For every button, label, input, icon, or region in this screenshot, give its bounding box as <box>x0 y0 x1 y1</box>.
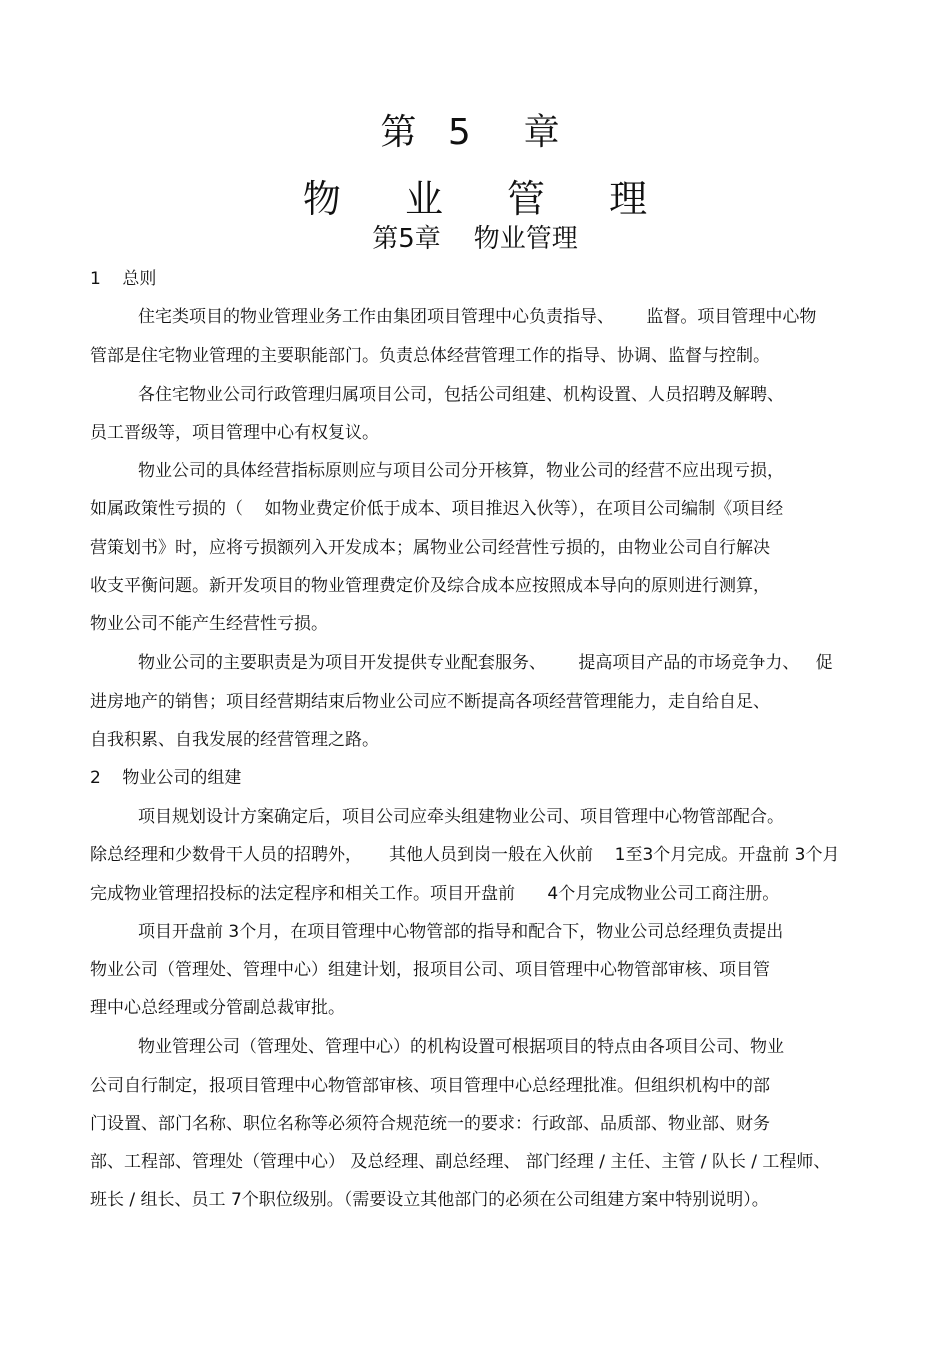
chapter-label: 第 5 章 <box>380 112 570 153</box>
paragraph-line: 管部是住宅物业管理的主要职能部门。负责总体经营管理工作的指导、协调、监督与控制。 <box>90 346 770 366</box>
paragraph-line: 物业公司的主要职责是为项目开发提供专业配套服务、 提高项目产品的市场竞争力、 促 <box>138 653 833 673</box>
paragraph-line: 物业公司不能产生经营性亏损。 <box>90 614 328 634</box>
paragraph-line: 物业公司的具体经营指标原则应与项目公司分开核算，物业公司的经营不应出现亏损， <box>138 461 784 481</box>
paragraph-line: 如属政策性亏损的（ 如物业费定价低于成本、项目推迟入伙等），在项目公司编制《项目经 <box>90 499 784 519</box>
paragraph-line: 理中心总经理或分管副总裁审批。 <box>90 998 345 1018</box>
paragraph-line: 完成物业管理招投标的法定程序和相关工作。项目开盘前 4个月完成物业公司工商注册。 <box>90 884 780 904</box>
section-heading-company-setup: 2 物业公司的组建 <box>90 768 242 788</box>
paragraph-line: 物业管理公司（管理处、管理中心）的机构设置可根据项目的特点由各项目公司、物业 <box>138 1037 784 1057</box>
paragraph-line: 物业公司（管理处、管理中心）组建计划，报项目公司、项目管理中心物管部审核、项目管 <box>90 960 770 980</box>
paragraph-line: 公司自行制定，报项目管理中心物管部审核、项目管理中心总经理批准。但组织机构中的部 <box>90 1076 770 1096</box>
paragraph-line: 除总经理和少数骨干人员的招聘外， 其他人员到岗一般在入伙前 1至3个月完成。开盘前 3个月 <box>90 845 840 865</box>
paragraph-line: 住宅类项目的物业管理业务工作由集团项目管理中心负责指导、 监督。项目管理中心物 <box>138 307 817 327</box>
paragraph-line: 项目开盘前 3个月，在项目管理中心物管部的指导和配合下，物业公司总经理负责提出 <box>138 922 784 942</box>
paragraph-line: 门设置、部门名称、职位名称等必须符合规范统一的要求：行政部、品质部、物业部、财务 <box>90 1114 770 1134</box>
paragraph-line: 自我积累、自我发展的经营管理之路。 <box>90 730 379 750</box>
paragraph-line: 进房地产的销售；项目经营期结束后物业公司应不断提高各项经营管理能力，走自给自足、 <box>90 692 770 712</box>
paragraph-line: 部、工程部、管理处（管理中心） 及总经理、副总经理、 部门经理 / 主任、主管 / 队长 / 工程师、 <box>90 1152 831 1172</box>
paragraph-line: 收支平衡问题。新开发项目的物业管理费定价及综合成本应按照成本导向的原则进行测算， <box>90 576 770 596</box>
section-heading-general: 1 总则 <box>90 269 157 289</box>
chapter-title: 物 业 管 理 <box>302 177 674 221</box>
chapter-heading: 第5章 物业管理 <box>372 224 578 254</box>
paragraph-line: 项目规划设计方案确定后，项目公司应牵头组建物业公司、项目管理中心物管部配合。 <box>138 807 784 827</box>
paragraph-line: 班长 / 组长、员工 7个职位级别。（需要设立其他部门的必须在公司组建方案中特别说明）。 <box>90 1190 769 1210</box>
paragraph-line: 各住宅物业公司行政管理归属项目公司，包括公司组建、机构设置、人员招聘及解聘、 <box>138 385 784 405</box>
paragraph-line: 营策划书》时，应将亏损额列入开发成本；属物业公司经营性亏损的，由物业公司自行解决 <box>90 538 770 558</box>
paragraph-line: 员工晋级等，项目管理中心有权复议。 <box>90 423 379 443</box>
